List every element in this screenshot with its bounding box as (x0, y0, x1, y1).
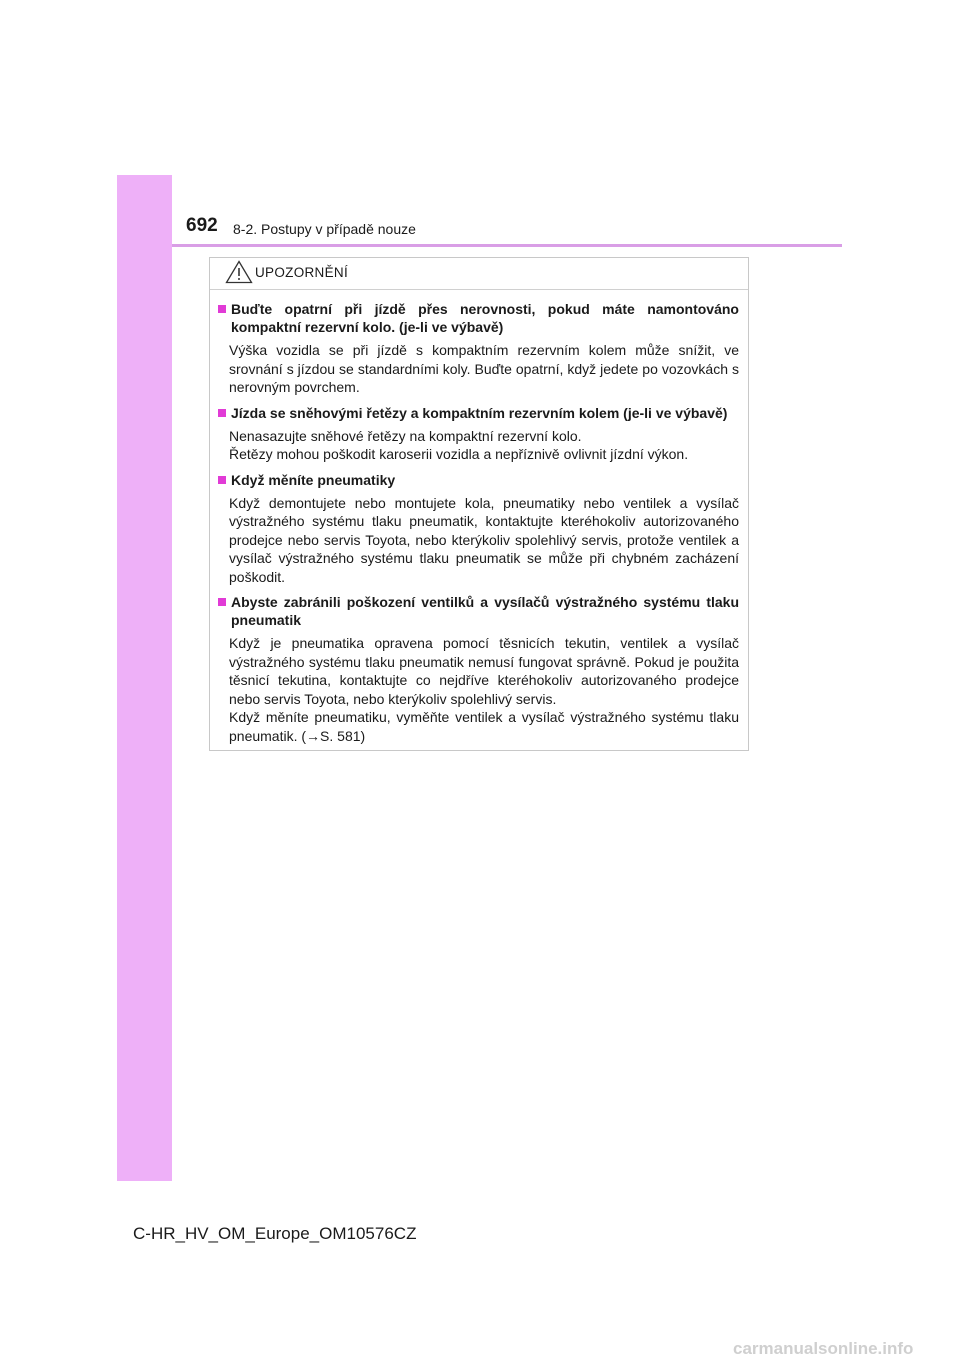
warning-item-title: Když měníte pneumatiky (231, 471, 396, 488)
document-code: C-HR_HV_OM_Europe_OM10576CZ (133, 1224, 417, 1243)
warning-item-title: Jízda se sněhovými řetězy a kompaktním rezervním kolem (je-li ve výbavě) (231, 404, 728, 421)
warning-item-body (229, 341, 739, 397)
warning-item-paragraph: Když demontujete nebo montujete kola, pneumatiky nebo ventilek a vysílač výstražného systému tlaku pneumatik, kontaktujte kteréhokoliv autorizovaného prodejce nebo servis Toyota, nebo kterýkoliv spolehlivý servis, protože ventilek a vysílač výstražného systému tlaku pneumatik se může při chybném zacházení poškodit. (229, 494, 739, 585)
warning-item-body (229, 634, 739, 745)
square-bullet-icon (218, 305, 226, 313)
warning-item-paragraph: Nenasazujte sněhové řetězy na kompaktní rezervní kolo. (229, 427, 582, 444)
warning-header (210, 258, 748, 290)
warning-item-body (229, 427, 739, 464)
warning-item (217, 404, 739, 464)
square-bullet-icon (218, 598, 226, 606)
section-title: 8-2. Postupy v případě nouze (233, 221, 416, 237)
warning-item-title: Buďte opatrní při jízdě přes nerovnosti, pokud máte namontováno kompaktní rezervní kolo. (je-li ve výbavě) (231, 301, 739, 335)
header-rule (172, 244, 842, 247)
warning-item (217, 300, 739, 397)
square-bullet-icon (218, 476, 226, 484)
page-number: 692 (186, 215, 218, 236)
warning-title: UPOZORNĚNÍ (255, 265, 349, 280)
warning-item-paragraph: Řetězy mohou poškodit karoserii vozidla a nepříznivě ovlivnit jízdní výkon. (229, 446, 689, 462)
warning-item-paragraph: Když je pneumatika opravena pomocí těsnicích tekutin, ventilek a vysílač výstražného systému tlaku pneumatik nemusí fungovat správně. Pokud je použita těsnicí tekutina, kontaktujte co nejdříve kteréhokoliv autorizovaného prodejce nebo servis Toyota, nebo kterýkoliv spolehlivý servis. (229, 635, 739, 707)
site-watermark[interactable]: carmanualsonline.info (733, 1339, 914, 1358)
warning-item-body (229, 494, 739, 587)
warning-item (217, 471, 739, 587)
warning-item-paragraph: Výška vozidla se při jízdě s kompaktním rezervním kolem může snížit, ve srovnání s jízdou se standardními koly. Buďte opatrní, když jedete po vozovkách s nerovným povrchem. (229, 342, 739, 395)
chapter-side-band (117, 175, 172, 1181)
warning-item-paragraph: Když měníte pneumatiku, vyměňte ventilek a vysílač výstražného systému tlaku pneumatik. (→S. 581) (229, 709, 739, 744)
warning-item-title: Abyste zabránili poškození ventilků a vysílačů výstražného systému tlaku pneumatik (231, 594, 739, 628)
warning-triangle-icon (225, 260, 253, 284)
warning-box (209, 257, 749, 751)
square-bullet-icon (218, 409, 226, 417)
warning-item (217, 593, 739, 745)
warning-content (210, 290, 748, 745)
